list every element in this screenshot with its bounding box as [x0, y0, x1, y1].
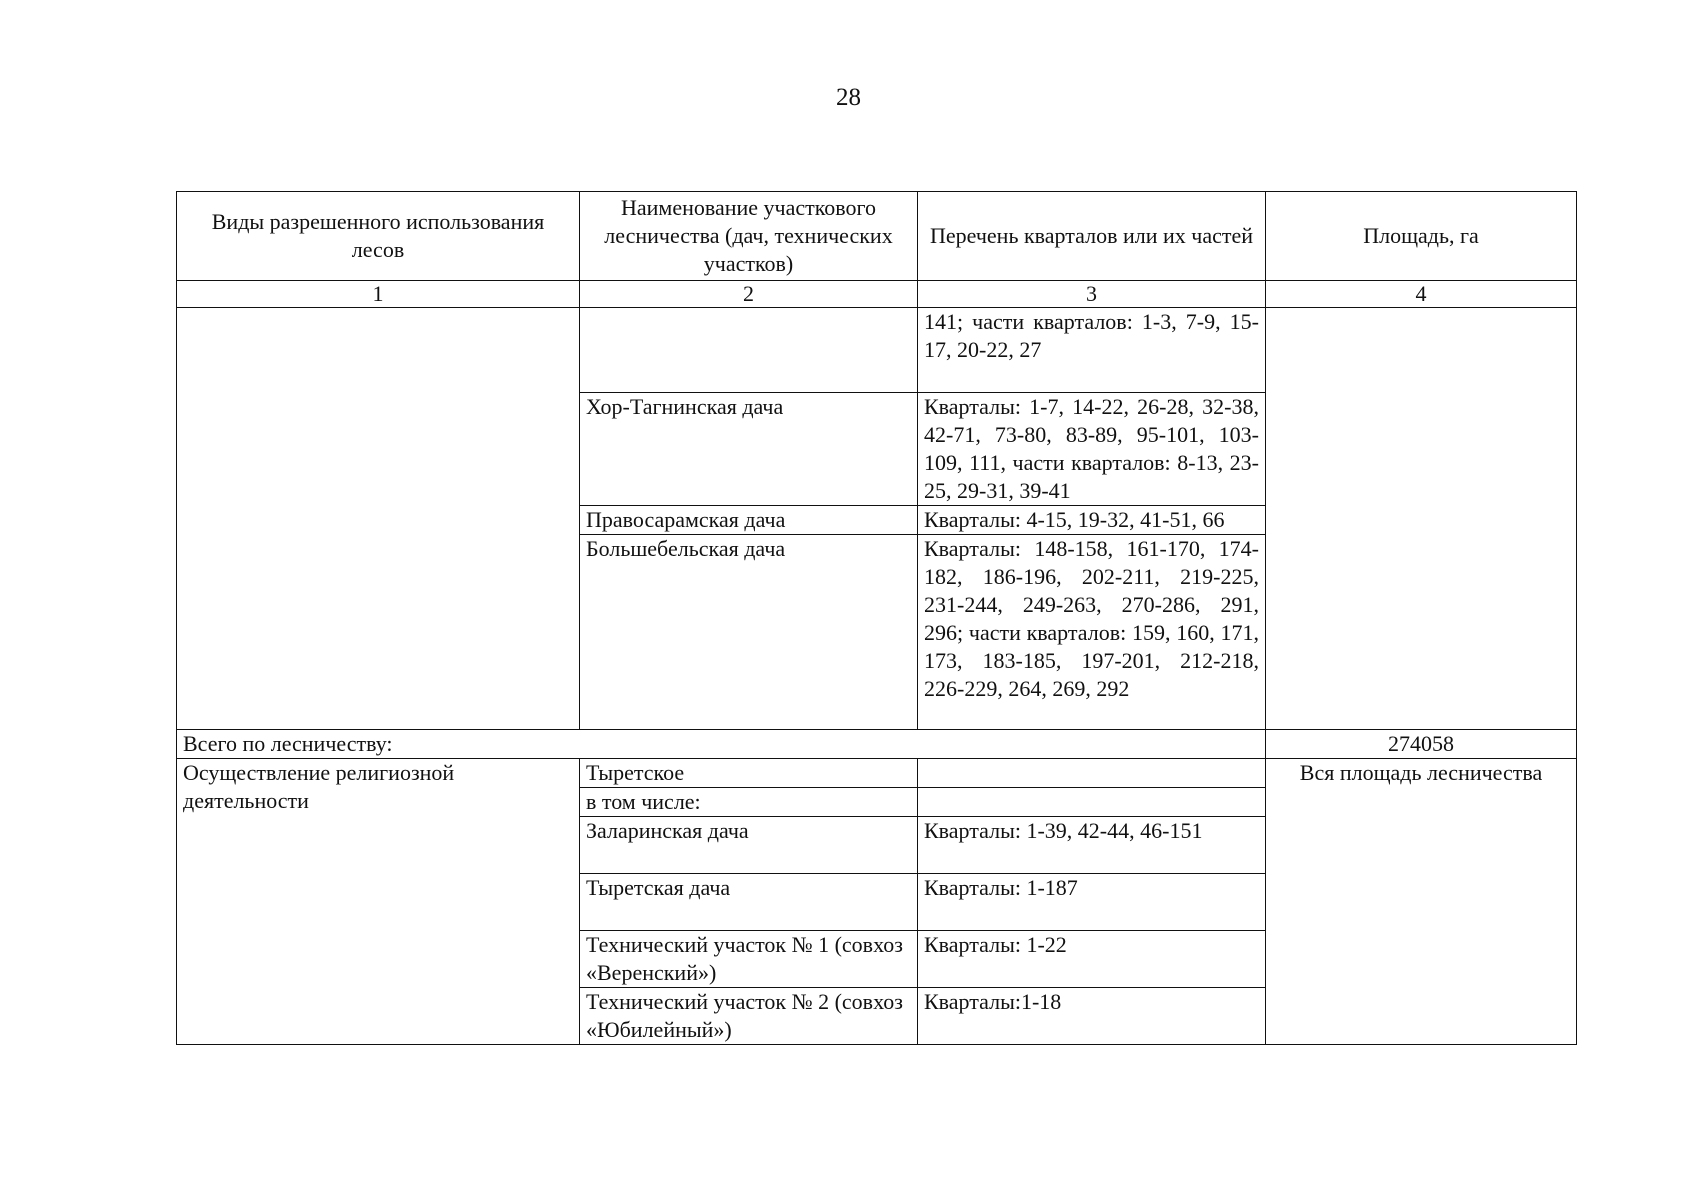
- forestry-name-cell: Тыретская дача: [580, 874, 918, 931]
- total-label: Всего по лесничеству:: [177, 730, 1266, 759]
- including-label: в том числе:: [580, 788, 918, 817]
- header-quarters: Перечень кварталов или их частей: [918, 192, 1266, 281]
- forest-use-table: [176, 191, 1577, 1045]
- header-use-type: Виды разрешенного использования лесов: [177, 192, 580, 281]
- quarters-cell: Кварталы: 148-158, 161-170, 174-182, 186-196, 202-211, 219-225, 231-244, 249-263, 270-286, 291, 296; части кварталов: 159, 160, 171, 173, 183-185, 197-201, 212-218, 226-229, 264, 269, 292: [918, 535, 1266, 730]
- forestry-name-cell: [580, 308, 918, 393]
- total-value: 274058: [1266, 730, 1577, 759]
- column-number: 4: [1266, 281, 1577, 308]
- column-numbers-row: [177, 281, 1577, 308]
- header-row: [177, 192, 1577, 281]
- forestry-name-cell: Заларинская дача: [580, 817, 918, 874]
- page-number: 28: [836, 84, 861, 111]
- area-cell: Вся площадь лесничества: [1266, 759, 1577, 1045]
- table-row: [177, 759, 1577, 788]
- column-number: 3: [918, 281, 1266, 308]
- quarters-cell: Кварталы: 1-7, 14-22, 26-28, 32-38, 42-71, 73-80, 83-89, 95-101, 103-109, 111, части кварталов: 8-13, 23-25, 29-31, 39-41: [918, 393, 1266, 506]
- forestry-name-cell: Технический участок № 2 (совхоз «Юбилейный»): [580, 988, 918, 1045]
- quarters-cell: Кварталы:1-18: [918, 988, 1266, 1045]
- table-row: [177, 308, 1577, 393]
- column-number: 2: [580, 281, 918, 308]
- forestry-name-cell: Правосарамская дача: [580, 506, 918, 535]
- forestry-title-cell: Тыретское: [580, 759, 918, 788]
- quarters-cell-empty: [918, 788, 1266, 817]
- quarters-cell: Кварталы: 1-187: [918, 874, 1266, 931]
- use-type-cell: Осуществление религиозной деятельности: [177, 759, 580, 1045]
- forestry-name-cell: Технический участок № 1 (совхоз «Веренский»): [580, 931, 918, 988]
- quarters-cell: Кварталы: 1-22: [918, 931, 1266, 988]
- total-row: [177, 730, 1577, 759]
- header-area: Площадь, га: [1266, 192, 1577, 281]
- forestry-name-cell: Большебельская дача: [580, 535, 918, 730]
- use-type-cell-empty: [177, 308, 580, 730]
- quarters-cell: Кварталы: 4-15, 19-32, 41-51, 66: [918, 506, 1266, 535]
- header-forestry-name: Наименование участкового лесничества (дач, технических участков): [580, 192, 918, 281]
- quarters-cell: 141; части кварталов: 1-3, 7-9, 15-17, 20-22, 27: [918, 308, 1266, 393]
- quarters-cell-empty: [918, 759, 1266, 788]
- area-cell-empty: [1266, 308, 1577, 730]
- forestry-name-cell: Хор-Тагнинская дача: [580, 393, 918, 506]
- quarters-cell: Кварталы: 1-39, 42-44, 46-151: [918, 817, 1266, 874]
- column-number: 1: [177, 281, 580, 308]
